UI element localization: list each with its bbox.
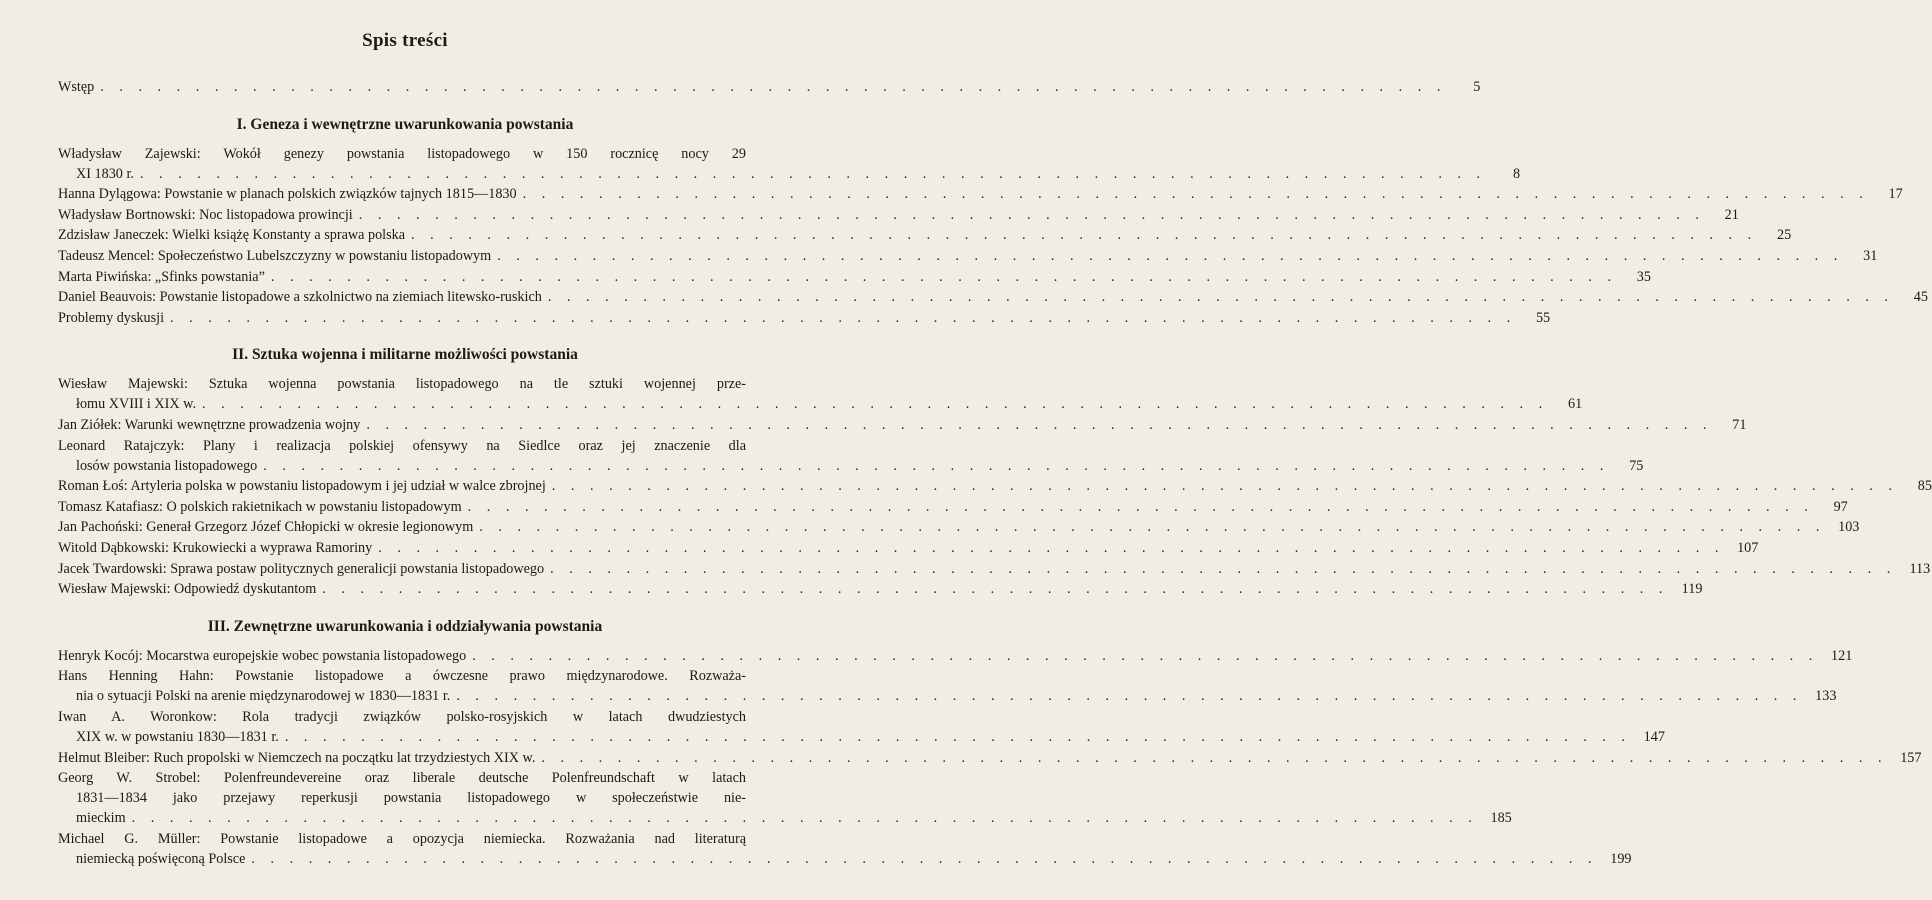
entry-text: Wiesław Majewski: Odpowiedź dyskutantom (58, 581, 317, 598)
page-number: 61 (1567, 396, 1583, 413)
toc-entry (58, 308, 1551, 328)
leader-dots: . . . . . . . . . . . . . . . . . . . . . . . . . . . . . . . . . . . . . . . . . . . . . . . . . . . . . . . . . . . . . . . . . . . . . . . (467, 498, 1814, 515)
section-heading: I. Geneza i wewnętrzne uwarunkowania powstania (236, 115, 574, 133)
entry-line (58, 579, 1703, 599)
entry-text: Władysław Bortnowski: Noc listopadowa prowincji (58, 206, 353, 223)
leader-dots: . . . . . . . . . . . . . . . . . . . . . . . . . . . . . . . . . . . . . . . . . . . . . . . . . . . . . . . . . . . . . . . . . . . . . . . (366, 417, 1713, 433)
entry-line: 1831—1834 jako przejawy reperkusji powstania listopadowego w społeczeństwie nie- (76, 790, 746, 807)
entry-line (58, 517, 1860, 537)
entry-text: XIX w. w powstaniu 1830—1831 r. (76, 729, 279, 745)
leader-dots: . . . . . . . . . . . . . . . . . . . . . . . . . . . . . . . . . . . . . . . . . . . . . . . . . . . . . . . . . . . . . . . . . . . . . . . (270, 268, 1617, 285)
entry-line: Leonard Ratajczyk: Plany i realizacja polskiej ofensywy na Siedlce oraz jej znaczenie dla (58, 437, 746, 454)
entry-text: Witold Dąbkowski: Krukowiecki a wyprawa Ramoriny (58, 540, 373, 556)
toc-entry (58, 205, 1739, 225)
entry-text: Jan Ziółek: Warunki wewnętrzne prowadzenia wojny (58, 417, 361, 433)
entry-text: łomu XVIII i XIX w. (76, 396, 197, 413)
page-number: 85 (1917, 478, 1932, 495)
toc-entry (58, 287, 1928, 307)
entry-line: Hans Henning Hahn: Powstanie listopadowe a ówczesne prawo międzynarodowe. Rozważa- (58, 668, 746, 685)
leader-dots: . . . . . . . . . . . . . . . . . . . . . . . . . . . . . . . . . . . . . . . . . . . . . . . . . . . . . . . . . . . . . . . . . . . . . . . (472, 647, 1819, 664)
entry-text: Helmut Bleiber: Ruch propolski w Niemczech na początku lat trzydziestych XIX w. (58, 749, 536, 766)
leader-dots: . . . . . . . . . . . . . . . . . . . . . . . . . . . . . . . . . . . . . . . . . . . . . . . . . . . . . . . . . . . . . . . . . . . . . . . (251, 850, 1598, 867)
toc-entry (58, 646, 1853, 666)
entry-line: Władysław Zajewski: Wokół genezy powstania listopadowego w 150 rocznicę nocy 29 (58, 145, 746, 162)
page-number: 45 (1913, 289, 1928, 306)
toc-title: Spis treści (362, 30, 448, 51)
entry-text: XI 1830 r. (76, 165, 134, 182)
leader-dots: . . . . . . . . . . . . . . . . . . . . . . . . . . . . . . . . . . . . . . . . . . . . . . . . . . . . . . . . . . . . . . . . . . . . . . . (551, 478, 1898, 495)
page-number: 147 (1643, 729, 1665, 745)
leader-dots: . . . . . . . . . . . . . . . . . . . . . . . . . . . . . . . . . . . . . . . . . . . . . . . . . . . . . . . . . . . . . . . . . . . . . . . (547, 289, 1894, 306)
entry-text: Henryk Kocój: Mocarstwa europejskie wobec powstania listopadowego (58, 647, 467, 664)
toc-entry (58, 666, 1837, 706)
section-heading: II. Sztuka wojenna i militarne możliwości powstania (232, 346, 578, 364)
entry-line (58, 538, 1759, 558)
page-number: 17 (1888, 186, 1903, 203)
entry-line (58, 394, 1583, 414)
page-number: 113 (1909, 560, 1931, 577)
entry-text: Wstęp (58, 79, 95, 95)
entry-text: Zdzisław Janeczek: Wielki książę Konstanty a sprawa polska (58, 227, 406, 244)
entry-line (58, 164, 1521, 184)
page-number: 119 (1681, 581, 1703, 598)
entry-line (58, 246, 1878, 266)
page-number: 157 (1900, 749, 1922, 766)
entry-text: Roman Łoś: Artyleria polska w powstaniu listopadowym i jej udział w walce zbrojnej (58, 478, 546, 495)
page-number: 55 (1535, 309, 1551, 326)
page-number: 31 (1863, 248, 1878, 264)
page-number: 133 (1815, 688, 1837, 705)
leader-dots: . . . . . . . . . . . . . . . . . . . . . . . . . . . . . . . . . . . . . . . . . . . . . . . . . . . . . . . . . . . . . . . . . . . . . . . (541, 749, 1888, 766)
toc-entry (58, 225, 1792, 245)
toc-entry (58, 579, 1703, 599)
leader-dots: . . . . . . . . . . . . . . . . . . . . . . . . . . . . . . . . . . . . . . . . . . . . . . . . . . . . . . . . . . . . . . . . . . . . . . . (497, 248, 1844, 264)
entry-line: Wiesław Majewski: Sztuka wojenna powstania listopadowego na tle sztuki wojennej prze- (58, 376, 746, 393)
entry-line (58, 727, 1665, 747)
toc-entry (58, 768, 1512, 828)
leader-dots: . . . . . . . . . . . . . . . . . . . . . . . . . . . . . . . . . . . . . . . . . . . . . . . . . . . . . . . . . . . . . . . . . . . . . . . (100, 79, 1447, 95)
toc-entry (58, 517, 1860, 537)
page-number: 103 (1838, 519, 1860, 536)
page-number: 97 (1833, 498, 1848, 515)
leader-dots: . . . . . . . . . . . . . . . . . . . . . . . . . . . . . . . . . . . . . . . . . . . . . . . . . . . . . . . . . . . . . . . . . . . . . . . (322, 581, 1669, 598)
toc-entry (58, 415, 1747, 435)
entry-text: Jacek Twardowski: Sprawa postaw politycznych generalicji powstania listopadowego (58, 560, 545, 577)
page-number: 71 (1732, 417, 1747, 433)
page-number: 8 (1512, 165, 1521, 182)
entry-text: nia o sytuacji Polski na arenie międzynarodowej w 1830—1831 r. (76, 688, 451, 705)
entry-line (58, 184, 1903, 204)
entry-line (58, 205, 1739, 225)
entry-line: Georg W. Strobel: Polenfreundevereine oraz liberale deutsche Polenfreundschaft w latach (58, 770, 746, 787)
entry-line (58, 308, 1551, 328)
page-number: 121 (1831, 647, 1853, 664)
toc-entry (58, 144, 1521, 184)
entry-line (58, 225, 1792, 245)
entry-text: Jan Pachoński: Generał Grzegorz Józef Chłopicki w okresie legionowym (58, 519, 474, 536)
leader-dots: . . . . . . . . . . . . . . . . . . . . . . . . . . . . . . . . . . . . . . . . . . . . . . . . . . . . . . . . . . . . . . . . . . . . . . . (456, 688, 1803, 705)
toc-entry (58, 374, 1583, 414)
entry-line: Michael G. Müller: Powstanie listopadowe a opozycja niemiecka. Rozważania nad literaturą (58, 830, 746, 847)
entry-text: Tadeusz Mencel: Społeczeństwo Lubelszczyzny w powstaniu listopadowym (58, 248, 492, 264)
page-number: 107 (1737, 540, 1759, 556)
section-heading: III. Zewnętrzne uwarunkowania i oddziaływania powstania (207, 617, 603, 635)
entry-text: Tomasz Katafiasz: O polskich rakietnikach w powstaniu listopadowym (58, 498, 462, 515)
toc-entry (58, 77, 1481, 97)
toc-entry (58, 184, 1903, 204)
toc-entry (58, 246, 1878, 266)
leader-dots: . . . . . . . . . . . . . . . . . . . . . . . . . . . . . . . . . . . . . . . . . . . . . . . . . . . . . . . . . . . . . . . . . . . . . . . (202, 396, 1549, 413)
entry-line (58, 287, 1928, 307)
leader-dots: . . . . . . . . . . . . . . . . . . . . . . . . . . . . . . . . . . . . . . . . . . . . . . . . . . . . . . . . . . . . . . . . . . . . . . . (411, 227, 1758, 244)
toc-entry (58, 707, 1665, 747)
leader-dots: . . . . . . . . . . . . . . . . . . . . . . . . . . . . . . . . . . . . . . . . . . . . . . . . . . . . . . . . . . . . . . . . . . . . . . . (358, 206, 1705, 223)
leader-dots: . . . . . . . . . . . . . . . . . . . . . . . . . . . . . . . . . . . . . . . . . . . . . . . . . . . . . . . . . . . . . . . . . . . . . . . (139, 165, 1487, 182)
entry-line (58, 456, 1644, 476)
toc-entry (58, 267, 1651, 287)
page-number: 5 (1473, 79, 1481, 95)
leader-dots: . . . . . . . . . . . . . . . . . . . . . . . . . . . . . . . . . . . . . . . . . . . . . . . . . . . . . . . . . . . . . . . . . . . . . . . (170, 309, 1517, 326)
entry-text: mieckim (76, 810, 126, 827)
page-number: 25 (1776, 227, 1792, 244)
toc-entry (58, 559, 1931, 579)
leader-dots: . . . . . . . . . . . . . . . . . . . . . . . . . . . . . . . . . . . . . . . . . . . . . . . . . . . . . . . . . . . . . . . . . . . . . . . (479, 519, 1826, 536)
leader-dots: . . . . . . . . . . . . . . . . . . . . . . . . . . . . . . . . . . . . . . . . . . . . . . . . . . . . . . . . . . . . . . . . . . . . . . . (284, 729, 1631, 745)
entry-line (58, 267, 1651, 287)
entry-line (58, 808, 1512, 828)
leader-dots: . . . . . . . . . . . . . . . . . . . . . . . . . . . . . . . . . . . . . . . . . . . . . . . . . . . . . . . . . . . . . . . . . . . . . . . (522, 186, 1869, 203)
entry-text: Problemy dyskusji (58, 309, 165, 326)
leader-dots: . . . . . . . . . . . . . . . . . . . . . . . . . . . . . . . . . . . . . . . . . . . . . . . . . . . . . . . . . . . . . . . . . . . . . . . (131, 810, 1478, 827)
entry-line: Iwan A. Woronkow: Rola tradycji związków polsko-rosyjskich w latach dwudziestych (58, 709, 746, 725)
entry-line (58, 77, 1481, 97)
entry-text: Marta Piwińska: „Sfinks powstania” (58, 268, 265, 285)
entry-text: Daniel Beauvois: Powstanie listopadowe a szkolnictwo na ziemiach litewsko-ruskich (58, 289, 542, 306)
leader-dots: . . . . . . . . . . . . . . . . . . . . . . . . . . . . . . . . . . . . . . . . . . . . . . . . . . . . . . . . . . . . . . . . . . . . . . . (263, 457, 1610, 474)
entry-line (58, 559, 1931, 579)
page-number: 75 (1629, 457, 1644, 474)
toc-entry (58, 476, 1932, 496)
toc-entry (58, 829, 1632, 869)
page-number: 199 (1610, 850, 1632, 867)
toc-entry (58, 497, 1848, 517)
entry-line (58, 646, 1853, 666)
page-number: 21 (1724, 206, 1739, 223)
entry-line (58, 686, 1837, 706)
entry-line (58, 748, 1922, 768)
entry-text: losów powstania listopadowego (76, 457, 258, 474)
toc-entry (58, 436, 1644, 476)
entry-text: Hanna Dylągowa: Powstanie w planach polskich związków tajnych 1815—1830 (58, 186, 517, 203)
entry-line (58, 415, 1747, 435)
page-number: 185 (1490, 810, 1512, 827)
entry-line (58, 476, 1932, 496)
leader-dots: . . . . . . . . . . . . . . . . . . . . . . . . . . . . . . . . . . . . . . . . . . . . . . . . . . . . . . . . . . . . . . . . . . . . . . . (550, 560, 1897, 577)
page-number: 35 (1636, 268, 1651, 285)
leader-dots: . . . . . . . . . . . . . . . . . . . . . . . . . . . . . . . . . . . . . . . . . . . . . . . . . . . . . . . . . . . . . . . . . . . . . . . (378, 540, 1725, 556)
entry-line (58, 497, 1848, 517)
toc-entry (58, 538, 1759, 558)
entry-text: niemiecką poświęconą Polsce (76, 850, 246, 867)
entry-line (58, 849, 1632, 869)
toc-entry (58, 748, 1922, 768)
